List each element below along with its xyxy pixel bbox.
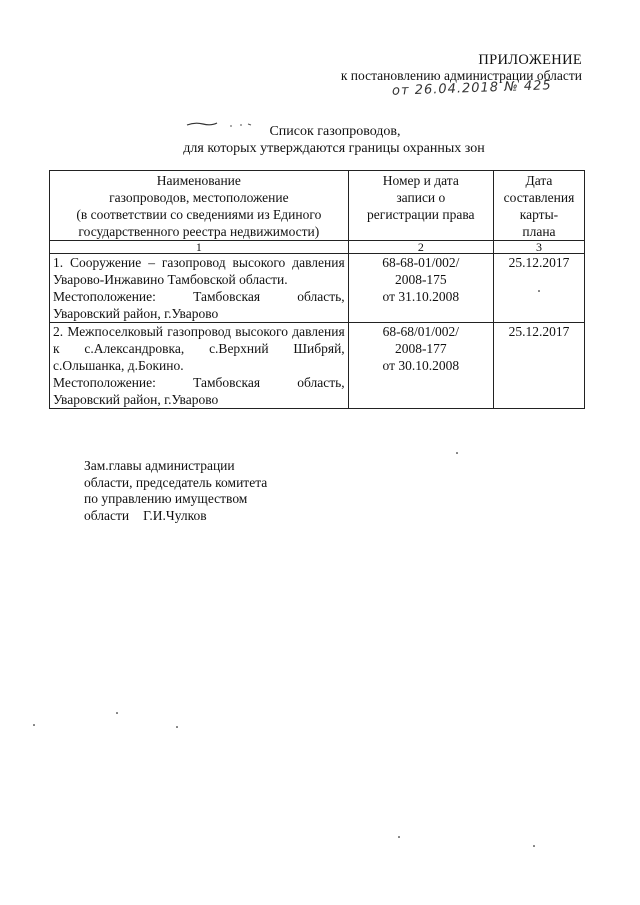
map-plan-date: 25.12.2017 bbox=[493, 323, 584, 409]
list-title bbox=[0, 124, 640, 157]
list-title-line2: для которых утверждаются границы охранных зон bbox=[183, 141, 485, 156]
scan-speck bbox=[176, 726, 178, 728]
signature-line: по управлению имуществом bbox=[84, 491, 248, 506]
table-row bbox=[50, 323, 585, 409]
header-cell-name: Наименование газопроводов, местоположение (в соответствии со сведениями из Единого государственного реестра недвижимости) bbox=[50, 171, 349, 241]
handwritten-date-number: от 26.04.2018 № 425 bbox=[392, 78, 553, 99]
signature-line: области, председатель комитета bbox=[84, 474, 268, 490]
signature-block bbox=[84, 458, 267, 524]
table-header-row bbox=[50, 171, 585, 241]
header-cell-registration: Номер и дата записи о регистрации права bbox=[348, 171, 493, 241]
scan-speck bbox=[538, 290, 540, 292]
column-number-row bbox=[50, 241, 585, 254]
pipeline-description: 1. Сооружение – газопровод высокого давления Уварово-Инжавино Тамбовской области. Местоположение: Тамбовская область, Уваровский район, г.Уварово bbox=[50, 254, 349, 323]
column-number: 2 bbox=[348, 241, 493, 254]
scan-speck bbox=[116, 712, 118, 714]
signatory-name: Г.И.Чулков bbox=[143, 507, 207, 523]
column-number: 3 bbox=[493, 241, 584, 254]
registration-record: 68-68-01/002/ 2008-175 от 31.10.2008 bbox=[348, 254, 493, 323]
list-title-line1: Список газопроводов, bbox=[269, 124, 401, 139]
signature-line: области Г.И.Чулков bbox=[84, 507, 207, 523]
header-cell-date: Дата составления карты- плана bbox=[493, 171, 584, 241]
scan-speck bbox=[33, 724, 35, 726]
registration-record: 68-68/01/002/ 2008-177 от 30.10.2008 bbox=[348, 323, 493, 409]
table-row bbox=[50, 254, 585, 323]
scan-speck bbox=[398, 836, 400, 838]
signature-line: Зам.главы администрации bbox=[84, 458, 235, 473]
scan-speck bbox=[456, 452, 458, 454]
gas-pipelines-table bbox=[49, 170, 585, 409]
map-plan-date: 25.12.2017 bbox=[493, 254, 584, 323]
pipeline-description: 2. Межпоселковый газопровод высокого давления к с.Александровка, с.Верхний Шибряй, с.Ольшанка, д.Бокино. Местоположение: Тамбовская область, Уваровский район, г.Уварово bbox=[50, 323, 349, 409]
scan-speck bbox=[533, 845, 535, 847]
appendix-subtitle: к постановлению администрации области bbox=[340, 68, 582, 83]
appendix-title: ПРИЛОЖЕНИЕ bbox=[478, 52, 582, 68]
column-number: 1 bbox=[50, 241, 349, 254]
